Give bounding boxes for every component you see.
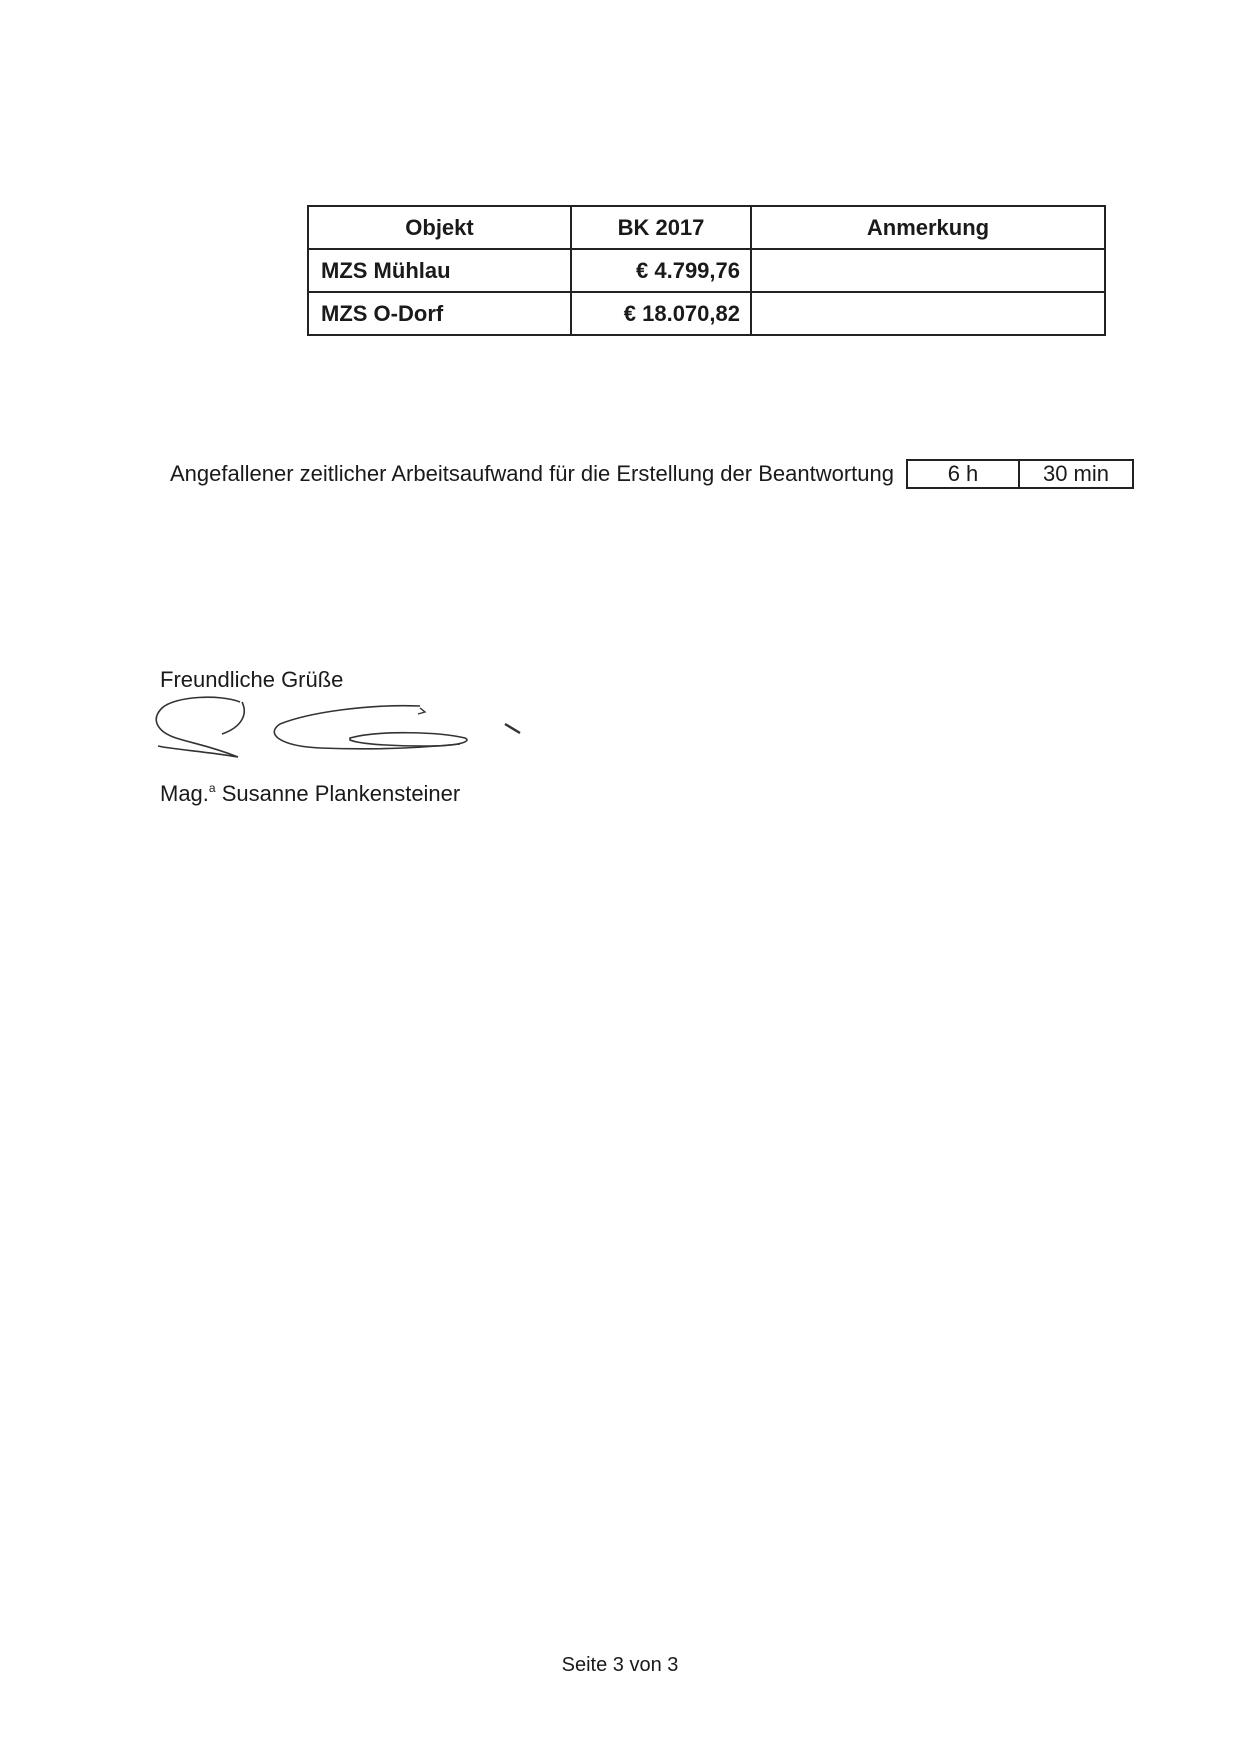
cost-table (307, 205, 1106, 336)
table-row (308, 249, 1105, 292)
effort-label: Angefallener zeitlicher Arbeitsaufwand für die Erstellung der Beantwortung (170, 461, 894, 486)
cell-anmerkung (751, 249, 1105, 292)
cell-bk: € 4.799,76 (571, 249, 751, 292)
table-row (308, 292, 1105, 335)
header-bk-2017: BK 2017 (571, 206, 751, 249)
cell-objekt: MZS Mühlau (308, 249, 571, 292)
signer-title: Mag. (160, 781, 209, 806)
effort-minutes: 30 min (1042, 461, 1109, 486)
cell-anmerkung (751, 292, 1105, 335)
signer-title-sup: a (208, 781, 216, 795)
effort-box (906, 459, 1134, 489)
closing-greeting: Freundliche Grüße (160, 667, 344, 692)
signer-full-name: Susanne Plankensteiner (221, 781, 461, 806)
cell-bk: € 18.070,82 (571, 292, 751, 335)
signer-name (160, 781, 460, 807)
header-objekt: Objekt (308, 206, 571, 249)
effort-hours: 6 h (908, 461, 1020, 487)
cell-objekt: MZS O-Dorf (308, 292, 571, 335)
signature (150, 694, 530, 784)
page-number: Seite 3 von 3 (561, 1654, 679, 1676)
table-header-row (308, 206, 1105, 249)
effort-row (170, 458, 1134, 490)
header-anmerkung: Anmerkung (751, 206, 1105, 249)
